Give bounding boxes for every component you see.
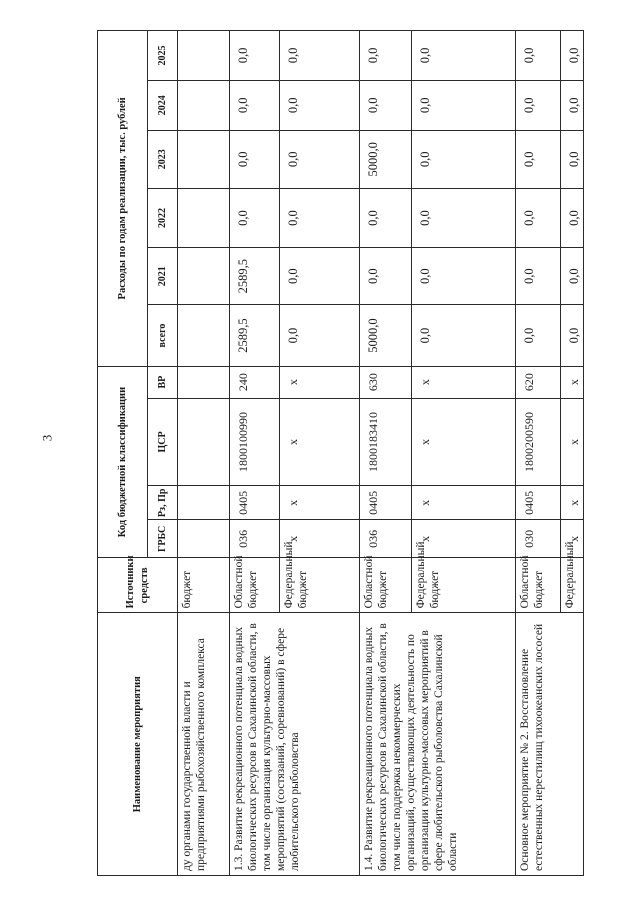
row-grbs — [178, 520, 230, 558]
row-total: 0,0 — [412, 305, 516, 366]
row-csr: 1800200590 — [516, 398, 561, 486]
row-total: 5000,0 — [360, 305, 412, 366]
row-grbs: 036 — [230, 520, 280, 558]
row-2023: 0,0 — [561, 130, 584, 188]
row-2024: 0,0 — [516, 80, 561, 130]
row-2022: 0,0 — [230, 188, 280, 247]
header-vr: ВР — [148, 366, 178, 398]
header-name: Наименование мероприятия — [98, 613, 178, 876]
row-2021: 0,0 — [412, 248, 516, 305]
row-2023: 0,0 — [412, 130, 516, 188]
row-2022: 0,0 — [516, 188, 561, 247]
row-csr — [178, 398, 230, 486]
row-2024 — [178, 80, 230, 130]
row-vr: х — [561, 366, 584, 398]
row-2021: 0,0 — [280, 248, 360, 305]
row-source: Федеральный бюджет — [280, 558, 360, 613]
row-2024: 0,0 — [561, 80, 584, 130]
row-total: 2589,5 — [230, 305, 280, 366]
row-total — [178, 305, 230, 366]
row-name: Основное мероприятие № 2. Восстановление естественных нерестилищ тихоокеанских лососей — [516, 613, 584, 876]
header-expenses: Расходы по годам реализации, тыс. рублей — [98, 31, 148, 367]
table-row — [230, 31, 280, 876]
row-total: 0,0 — [561, 305, 584, 366]
row-rz-pr: х — [280, 486, 360, 520]
row-2023 — [178, 130, 230, 188]
table-row — [178, 31, 230, 876]
row-source: Областной бюджет — [516, 558, 561, 613]
row-2022: 0,0 — [412, 188, 516, 247]
row-2021: 0,0 — [561, 248, 584, 305]
row-grbs: 036 — [360, 520, 412, 558]
table-row — [516, 31, 561, 876]
rotated-page — [97, 30, 609, 876]
row-rz-pr: х — [412, 486, 516, 520]
header-csr: ЦСР — [148, 398, 178, 486]
row-grbs: 030 — [516, 520, 561, 558]
row-2024: 0,0 — [412, 80, 516, 130]
row-2021: 0,0 — [516, 248, 561, 305]
row-vr: 630 — [360, 366, 412, 398]
row-2021: 0,0 — [360, 248, 412, 305]
row-rz-pr: 0405 — [516, 486, 561, 520]
expenses-table — [97, 30, 584, 876]
table-row — [360, 31, 412, 876]
row-2024: 0,0 — [280, 80, 360, 130]
row-2021 — [178, 248, 230, 305]
row-rz-pr — [178, 486, 230, 520]
header-budget-code: Код бюджетной классификации — [98, 366, 148, 558]
row-vr: х — [412, 366, 516, 398]
row-grbs: х — [412, 520, 516, 558]
header-2025: 2025 — [148, 31, 178, 81]
row-2025: 0,0 — [412, 31, 516, 81]
row-csr: х — [412, 398, 516, 486]
row-2025: 0,0 — [561, 31, 584, 81]
row-source: Областной бюджет — [230, 558, 280, 613]
row-2024: 0,0 — [360, 80, 412, 130]
row-grbs: х — [561, 520, 584, 558]
row-vr: 620 — [516, 366, 561, 398]
header-total: всего — [148, 305, 178, 366]
row-2022 — [178, 188, 230, 247]
row-2022: 0,0 — [280, 188, 360, 247]
row-rz-pr: х — [561, 486, 584, 520]
header-sources: Источники средств — [98, 558, 178, 613]
row-name: 1.4. Развитие рекреационного потенциала водных биологических ресурсов в Сахалинской области, в том числе поддержка некоммерческих организаций, осуществляющих деятельность по организации культурно-массовых мероприятий в сфере любительского рыболовства Сахалинской области — [360, 613, 516, 876]
header-2021: 2021 — [148, 248, 178, 305]
row-rz-pr: 0405 — [230, 486, 280, 520]
row-2023: 0,0 — [280, 130, 360, 188]
row-csr: х — [280, 398, 360, 486]
row-rz-pr: 0405 — [360, 486, 412, 520]
header-grbs: ГРБС — [148, 520, 178, 558]
row-vr: 240 — [230, 366, 280, 398]
row-2022: 0,0 — [360, 188, 412, 247]
row-vr — [178, 366, 230, 398]
row-2021: 2589,5 — [230, 248, 280, 305]
row-2023: 0,0 — [516, 130, 561, 188]
row-source: Федеральный бюджет — [412, 558, 516, 613]
row-vr: х — [280, 366, 360, 398]
header-rz-pr: Рз, Пр — [148, 486, 178, 520]
header-2022: 2022 — [148, 188, 178, 247]
row-csr: х — [561, 398, 584, 486]
row-name: 1.3. Развитие рекреационного потенциала водных биологических ресурсов в Сахалинской области, в том числе организация культурно-массовых мероприятий (состязаний, соревнований) в сфере любительского рыболовства — [230, 613, 360, 876]
row-grbs: х — [280, 520, 360, 558]
row-csr: 1800183410 — [360, 398, 412, 486]
row-2025 — [178, 31, 230, 81]
page-number: 3 — [39, 434, 55, 442]
row-2025: 0,0 — [280, 31, 360, 81]
row-2023: 0,0 — [230, 130, 280, 188]
row-source: Областной бюджет — [360, 558, 412, 613]
row-2025: 0,0 — [230, 31, 280, 81]
row-total: 0,0 — [516, 305, 561, 366]
row-2022: 0,0 — [561, 188, 584, 247]
row-2025: 0,0 — [360, 31, 412, 81]
row-name: ду органами государственной власти и предприятиями рыбохозяйственного комплекса — [178, 613, 230, 876]
header-2023: 2023 — [148, 130, 178, 188]
header-2024: 2024 — [148, 80, 178, 130]
row-2023: 5000,0 — [360, 130, 412, 188]
row-total: 0,0 — [280, 305, 360, 366]
row-2025: 0,0 — [516, 31, 561, 81]
row-source: Федеральный — [561, 558, 584, 613]
row-csr: 1800100990 — [230, 398, 280, 486]
row-source: бюджет — [178, 558, 230, 613]
row-2024: 0,0 — [230, 80, 280, 130]
